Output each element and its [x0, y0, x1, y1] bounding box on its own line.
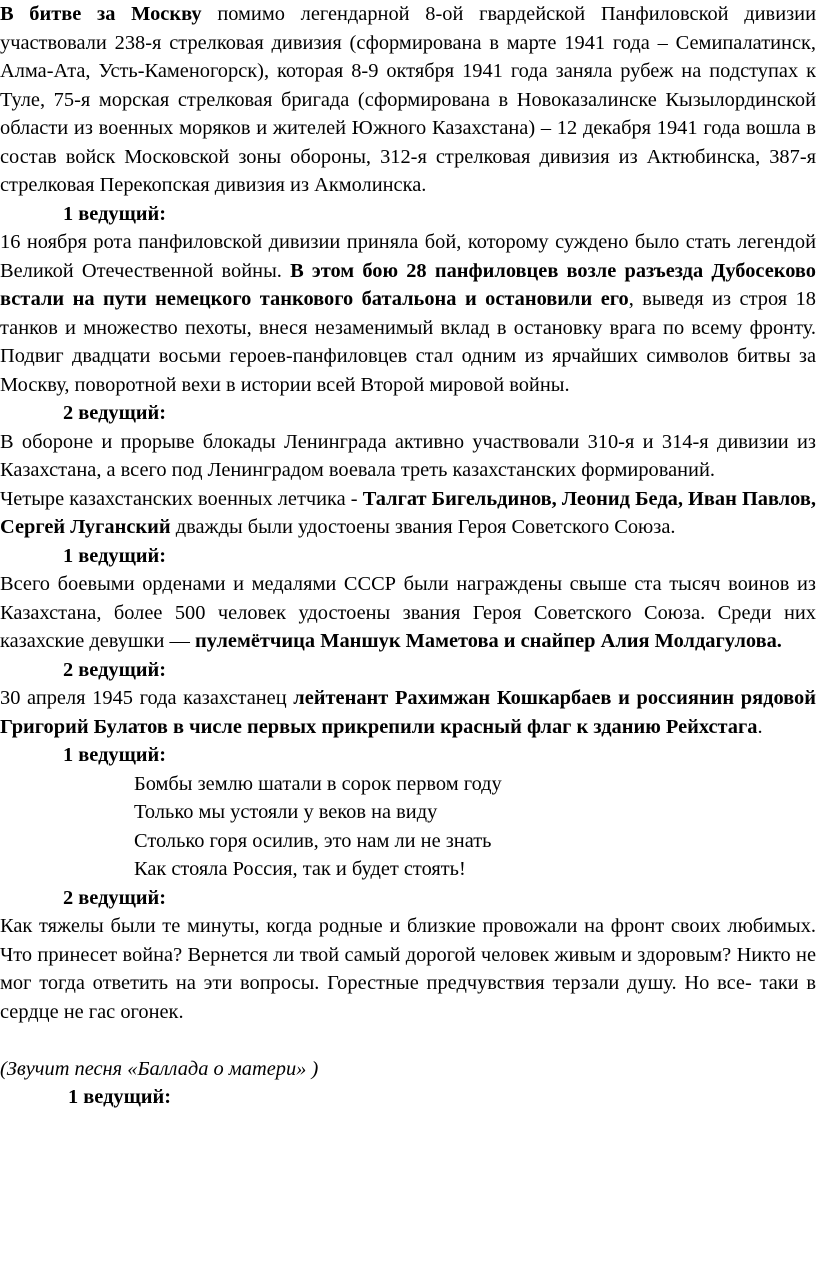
speaker-label: 2 ведущий: [63, 886, 167, 909]
stage-direction: (Звучит песня «Баллада о матери» ) [0, 1057, 319, 1080]
bold-text: Талгат Бигельдинов, Леонид Беда, Иван Павлов, Сергей Луганский [0, 487, 816, 538]
body-text: Всего боевыми орденами и медалями СССР были награждены свыше ста тысяч воинов из Казахстана, более 500 человек удостоены звания Героя Советского Союза. Среди них казахские девушки — [0, 573, 816, 652]
paragraph-leningrad: В обороне и прорыве блокады Ленинграда активно участвовали 310-я и 314-я дивизии из Казахстана, а всего под Ленинградом воевала треть казахстанских формирований. [0, 430, 816, 481]
poem-line: Как стояла Россия, так и будет стоять! [134, 858, 466, 880]
blank-line [0, 1026, 816, 1055]
body-text: , выведя из строя 18 танков и множество пехоты, внеся незаменимый вклад в остановку врага по всему фронту. Подвиг двадцати восьми героев-панфиловцев стал одним из ярчайших символов битвы за Москву, поворотной вехи в истории всей Второй мировой войны. [0, 288, 816, 396]
paragraph-pilots [0, 485, 816, 542]
poem-line: Только мы устояли у веков на виду [134, 801, 438, 823]
paragraph-awards [0, 570, 816, 656]
bold-text: пулемётчица Маншук Маметова и снайпер Алия Молдагулова. [195, 630, 782, 652]
poem-line: Бомбы землю шатали в сорок первом году [134, 772, 502, 795]
paragraph-farewell: Как тяжелы были те минуты, когда родные и близкие провожали на фронт своих любимых. Что принесет война? Вернется ли твой самый дорогой человек живым и здоровым? Никто не мог тогда ответить на эти вопросы. Горестные предчувствия терзали душу. Но все- таки в сердце не гас огонек. [0, 915, 816, 1023]
body-text: . [757, 715, 763, 738]
paragraph-moscow-battle [0, 0, 816, 200]
speaker-label: 1 ведущий: [63, 744, 167, 766]
speaker-label: 1 ведущий: [63, 202, 167, 225]
bold-text: В этом бою 28 панфиловцев возле разъезда Дубосеково встали на пути немецкого танкового батальона и остановили его [0, 259, 816, 310]
bold-text: лейтенант Рахимжан Кошкарбаев и россиянин рядовой Григорий Булатов в числе первых прикрепили красный флаг к зданию Рейхстага [0, 687, 816, 738]
body-text: 16 ноября рота панфиловской дивизии приняла бой, которому суждено было стать легендой Великой Отечественной войны. [0, 231, 816, 282]
bold-text: В битве за Москву [0, 3, 202, 25]
speaker-label: 2 ведущий: [63, 402, 167, 424]
body-text: 30 апреля 1945 года казахстанец [0, 687, 294, 709]
paragraph-panfilov [0, 228, 816, 399]
body-text: Четыре казахстанских военных летчика - [0, 487, 363, 510]
speaker-label: 1 ведущий: [63, 544, 167, 567]
body-text: помимо легендарной 8-ой гвардейской Панфиловской дивизии участвовали 238-я стрелковая дивизия (сформирована в марте 1941 года – Семипалатинск, Алма-Ата, Усть-Каменогорск), которая 8-9 октября 1941 года заняла рубеж на подступах к Туле, 75-я морская стрелковая бригада (сформирована в Новоказалинске Кызылординской области из военных моряков и жителей Южного Казахстана) – 12 декабря 1941 года вошла в состав войск Московской зоны обороны, 312-я стрелковая дивизия из Актюбинска, 387-я стрелковая Перекопская дивизия из Акмолинска. [0, 3, 816, 196]
speaker-label: 1 ведущий: [68, 1086, 172, 1108]
poem-line: Столько горя осилив, это нам ли не знать [134, 829, 492, 852]
speaker-label: 2 ведущий: [63, 658, 167, 681]
paragraph-reichstag [0, 684, 816, 741]
body-text: дважды были удостоены звания Героя Советского Союза. [170, 516, 676, 538]
poem-block [0, 770, 816, 884]
